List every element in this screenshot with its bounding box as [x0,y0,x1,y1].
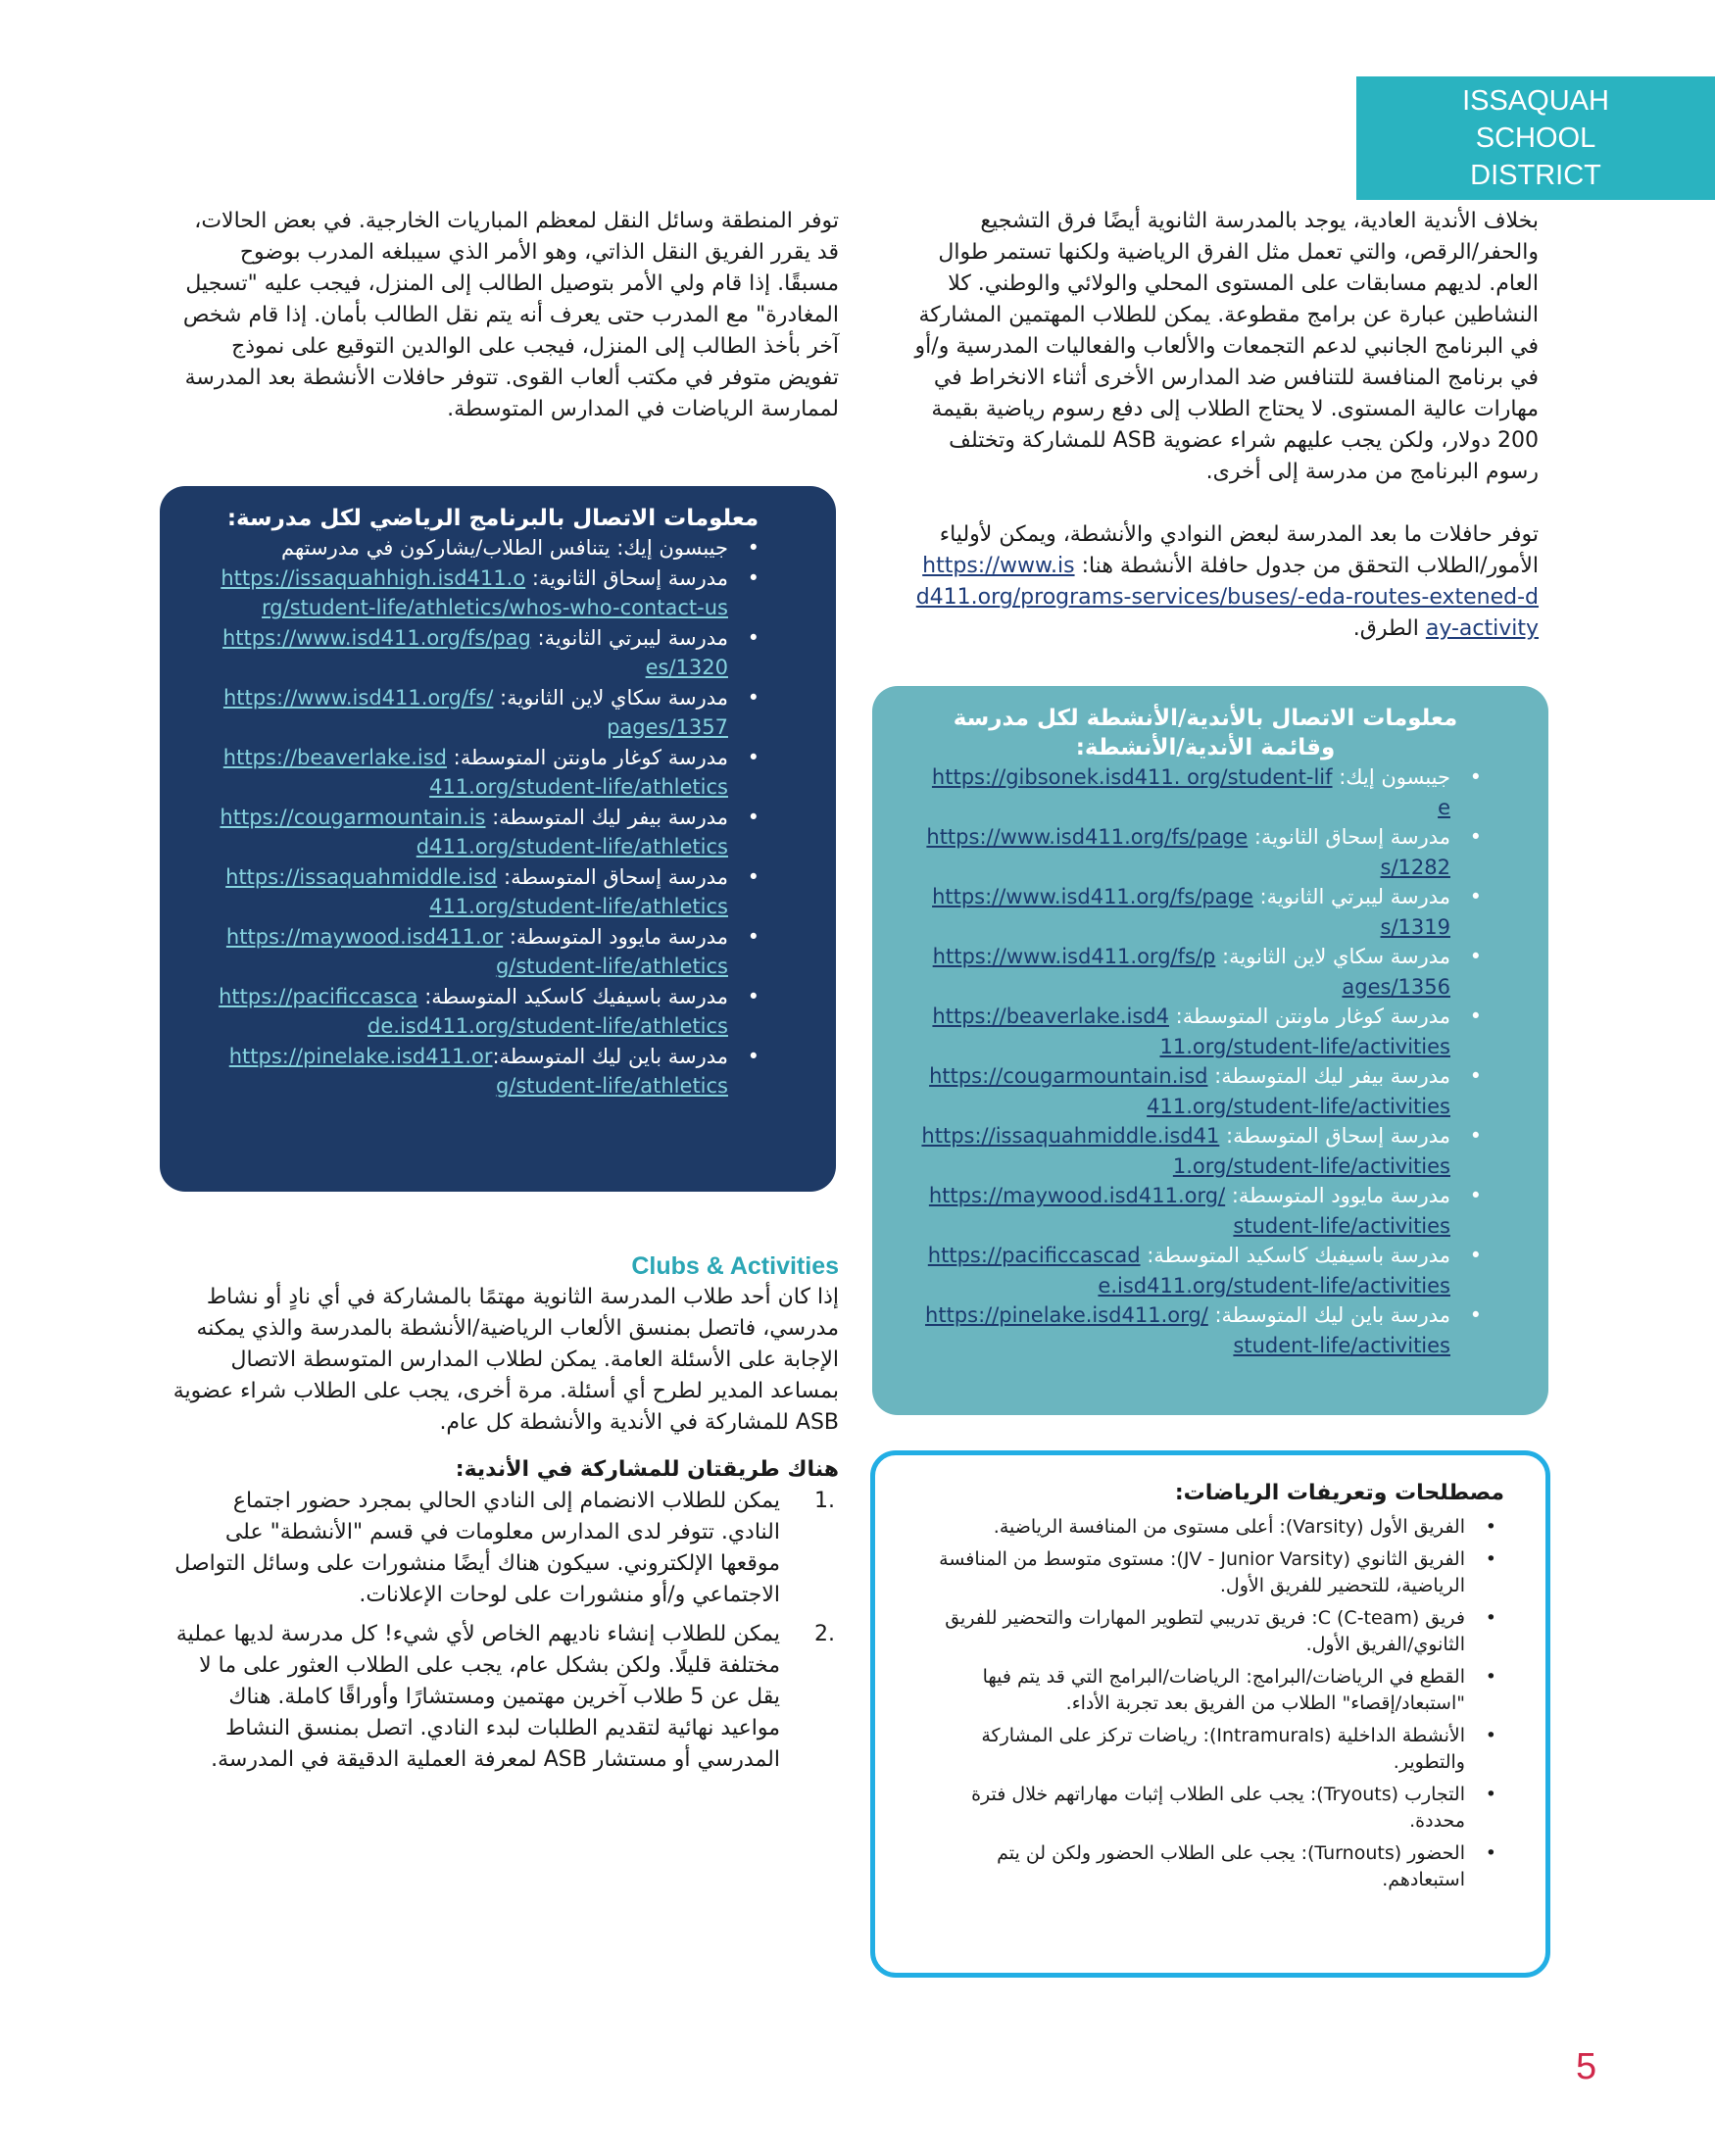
bus-schedule-link[interactable]: https://www.isd411.org/programs-services/buses/-eda-routes-extened-day-activity [915,554,1539,641]
school-label: مدرسة باسيفيك كاسكيد المتوسطة: [417,984,728,1008]
list-item [219,982,728,1042]
school-link[interactable]: https://www.isd411.org/fs/pages/1319 [932,885,1450,939]
school-link[interactable]: https://cougarmountain.isd411.org/student-life/athletics [220,805,728,858]
ways-list [172,1486,839,1776]
activities-box-title: معلومات الاتصال بالأندية/الأنشطة لكل مدرسة وقائمة الأندية/الأنشطة: [953,706,1458,760]
bus-paragraph-text: توفر حافلات ما بعد المدرسة لبعض النوادي والأنشطة، ويمكن لأولياء الأمور/الطلاب التحقق من جدول حافلة الأنشطة هنا: [939,522,1539,578]
school-link[interactable]: https://beaverlake.isd411.org/student-life/activities [932,1004,1450,1058]
athletics-contact-box [160,486,836,1192]
logo-line-3: DISTRICT [1470,160,1601,191]
list-item [921,762,1450,822]
list-item [921,1002,1450,1061]
clubs-section [172,1250,839,1784]
school-label: مدرسة إسحاق المتوسطة: [497,864,728,889]
school-label: مدرسة كوغار ماونتن المتوسطة: [446,745,728,769]
list-item [921,1121,1450,1181]
school-link[interactable]: https://issaquahhigh.isd411.org/student-life/athletics/whos-who-contact-us [220,565,728,619]
activities-contact-list [921,762,1490,1360]
school-link[interactable]: https://maywood.isd411.org/student-life/activities [928,1184,1450,1238]
list-item [921,822,1450,882]
school-label: مدرسة باسيفيك كاسكيد المتوسطة: [1140,1244,1450,1267]
school-link[interactable]: https://pacificcascade.isd411.org/student-life/activities [927,1244,1450,1298]
logo-line-2: SCHOOL [1475,122,1596,154]
school-label: مدرسة إسحاق الثانوية: [525,565,728,590]
school-label: جيبسون إيك: [1332,765,1450,789]
list-item [219,623,728,683]
list-item [219,922,728,982]
school-label: مدرسة كوغار ماونتن المتوسطة: [1168,1004,1450,1028]
list-item: • الفريق الثانوي (JV - Junior Varsity): مستوى متوسط من المنافسة الرياضية، للتحضير للفريق الأول. [914,1546,1465,1599]
logo-line-1: ISSAQUAH [1462,85,1609,117]
list-item [219,533,728,564]
list-item: • الحضور (Turnouts): يجب على الطلاب الحضور ولكن لن يتم استبعادهم. [914,1840,1465,1893]
school-label: مدرسة سكاي لاين الثانوية: [493,685,728,710]
school-link[interactable]: https://pinelake.isd411.org/student-life/activities [925,1303,1450,1357]
school-link[interactable]: https://www.isd411.org/fs/pages/1282 [926,825,1450,879]
list-item [219,564,728,623]
athletics-contact-list [219,533,767,1102]
right-column [911,206,1539,645]
school-link[interactable]: https://pinelake.isd411.org/student-life/athletics [228,1044,728,1098]
school-label: مدرسة باين ليك المتوسطة: [492,1044,728,1068]
activities-contact-box [872,686,1548,1415]
list-number: 2. [814,1622,835,1646]
bus-paragraph-end: الطرق. [1352,616,1426,641]
list-item: • القطع في الرياضات/البرامج: الرياضات/البرامج التي قد يتم فيها "استبعاد/إقصاء" الطلاب من الفريق بعد تجربة الأداء. [914,1664,1465,1717]
school-label: مدرسة إسحاق المتوسطة: [1219,1124,1450,1148]
school-label: مدرسة سكاي لاين الثانوية: [1215,945,1450,968]
school-label: مدرسة إسحاق الثانوية: [1248,825,1450,849]
list-item [219,1042,728,1102]
left-column [172,206,839,425]
school-label: مدرسة بيفر ليك المتوسطة: [485,805,728,829]
list-item: • فريق C (C-team): فريق تدريبي لتطوير المهارات والتحضير للفريق الثانوي/الفريق الأول. [914,1605,1465,1658]
terms-list [914,1514,1504,1893]
district-logo [1356,76,1715,200]
list-item [219,803,728,862]
terms-box-title: مصطلحات وتعريفات الرياضات: [1174,1481,1504,1505]
school-link[interactable]: https://cougarmountain.isd411.org/student-life/activities [929,1064,1450,1118]
list-item [172,1619,835,1776]
school-label: مدرسة ليبرتي الثانوية: [1252,885,1450,908]
school-link[interactable]: https://www.isd411.org/fs/pages/1356 [932,945,1450,999]
school-link[interactable]: https://gibsonek.isd411. org/student-life [931,765,1450,819]
list-text: يمكن للطلاب إنشاء ناديهم الخاص لأي شيء! كل مدرسة لديها عملية مختلفة قليلًا. ولكن بشكل عام، يجب على الطلاب العثور على ما لا يقل عن 5 طلاب آخرين مهتمين ومستشارًا وأوراقًا كاملة. هناك مواعيد نهائية لتقديم الطلبات لبدء النادي. اتصل بمنسق النشاط المدرسي أو مستشار ASB لمعرفة العملية الدقيقة في المدرسة. [175,1622,780,1772]
school-label: مدرسة مايوود المتوسطة: [503,924,728,949]
list-item [219,862,728,922]
school-link[interactable]: https://beaverlake.isd411.org/student-life/athletics [222,745,728,799]
school-link[interactable]: https://www.isd411.org/fs/pages/1357 [223,685,728,739]
list-item: • الأنشطة الداخلية (Intramurals): رياضات تركز على المشاركة والتطوير. [914,1723,1465,1776]
list-item [219,683,728,743]
school-link[interactable]: https://issaquahmiddle.isd411.org/student-life/activities [921,1124,1450,1178]
school-link[interactable]: https://maywood.isd411.org/student-life/athletics [225,924,728,978]
clubs-paragraph: إذا كان أحد طلاب المدرسة الثانوية مهتمًا بالمشاركة في أي نادٍ أو نشاط مدرسي، فاتصل بمنسق الألعاب الرياضية/الأنشطة بالمدرسة والذي يمكنه الإجابة على الأسئلة العامة. يمكن لطلاب المدارس المتوسطة الاتصال بمساعد المدير لطرح أي أسئلة. مرة أخرى، يجب على الطلاب شراء عضوية ASB للمشاركة في الأندية والأنشطة كل عام. [172,1285,839,1435]
transport-paragraph: توفر المنطقة وسائل النقل لمعظم المباريات الخارجية. في بعض الحالات، قد يقرر الفريق النقل الذاتي، وهو الأمر الذي سيبلغه المدرب بوضوح مسبقًا. إذا قام ولي الأمر بتوصيل الطالب إلى المنزل، فيجب عليه "تسجيل المغادرة" مع المدرب حتى يعرف أنه يتم نقل الطالب بأمان. إذا قام شخص آخر بأخذ الطالب إلى المنزل، فيجب على الوالدين التوقيع على نموذج تفويض متوفر في مكتب ألعاب القوى. تتوفر حافلات الأنشطة بعد المدرسة لممارسة الرياضات في المدارس المتوسطة. [182,209,839,421]
list-item [921,1061,1450,1121]
list-item [219,743,728,803]
list-item [921,1241,1450,1300]
list-item [921,942,1450,1002]
list-number: 1. [814,1489,835,1513]
list-item [172,1486,835,1611]
list-text: يمكن للطلاب الانضمام إلى النادي الحالي بمجرد حضور اجتماع النادي. تتوفر لدى المدارس معلومات في قسم "الأنشطة" على موقعها الإلكتروني. سيكون هناك أيضًا منشورات على وسائل التواصل الاجتماعي و/أو منشورات على لوحات الإعلانات. [174,1489,780,1607]
list-item: • التجارب (Tryouts): يجب على الطلاب إثبات مهاراتهم خلال فترة محددة. [914,1782,1465,1835]
school-link[interactable]: https://www.isd411.org/fs/pages/1320 [221,625,728,679]
school-label: مدرسة مايوود المتوسطة: [1225,1184,1450,1207]
sports-terms-box [870,1450,1550,1978]
school-link[interactable]: https://pacificcascade.isd411.org/student-life/athletics [219,984,728,1038]
school-label: جيبسون إيك: يتنافس الطلاب/يشاركون في مدرستهم [281,536,728,560]
ways-heading: هناك طريقتان للمشاركة في الأندية: [455,1457,839,1482]
school-link[interactable]: https://issaquahmiddle.isd411.org/student-life/athletics [225,864,728,918]
list-item [921,1181,1450,1241]
list-item [921,1300,1450,1360]
school-label: مدرسة باين ليك المتوسطة: [1207,1303,1450,1327]
page-number: 5 [1576,2046,1597,2087]
bus-paragraph [911,519,1539,645]
list-item: • الفريق الأول (Varsity): أعلى مستوى من المنافسة الرياضية. [914,1514,1465,1541]
list-item [921,882,1450,942]
clubs-heading: Clubs & Activities [631,1252,839,1280]
school-label: مدرسة بيفر ليك المتوسطة: [1207,1064,1450,1088]
athletics-box-title: معلومات الاتصال بالبرنامج الرياضي لكل مدرسة: [226,506,760,531]
school-label: مدرسة ليبرتي الثانوية: [530,625,728,650]
cheer-dance-paragraph: بخلاف الأندية العادية، يوجد بالمدرسة الثانوية أيضًا فرق التشجيع والحفر/الرقص، والتي تعمل مثل الفرق الرياضية ولكنها تستمر طوال العام. لديهم مسابقات على المستوى المحلي والولائي والوطني. كلا النشاطين عبارة عن برامج مقطوعة. يمكن للطلاب المهتمين المشاركة في البرنامج الجانبي لدعم التجمعات والألعاب والفعاليات المدرسية و/أو في برنامج المنافسة للتنافس ضد المدارس الأخرى أثناء الانخراط في مهارات عالية المستوى. لا يحتاج الطلاب إلى دفع رسوم رياضية بقيمة 200 دولار، ولكن يجب عليهم شراء عضوية ASB للمشاركة وتختلف رسوم البرنامج من مدرسة إلى أخرى. [914,209,1539,484]
